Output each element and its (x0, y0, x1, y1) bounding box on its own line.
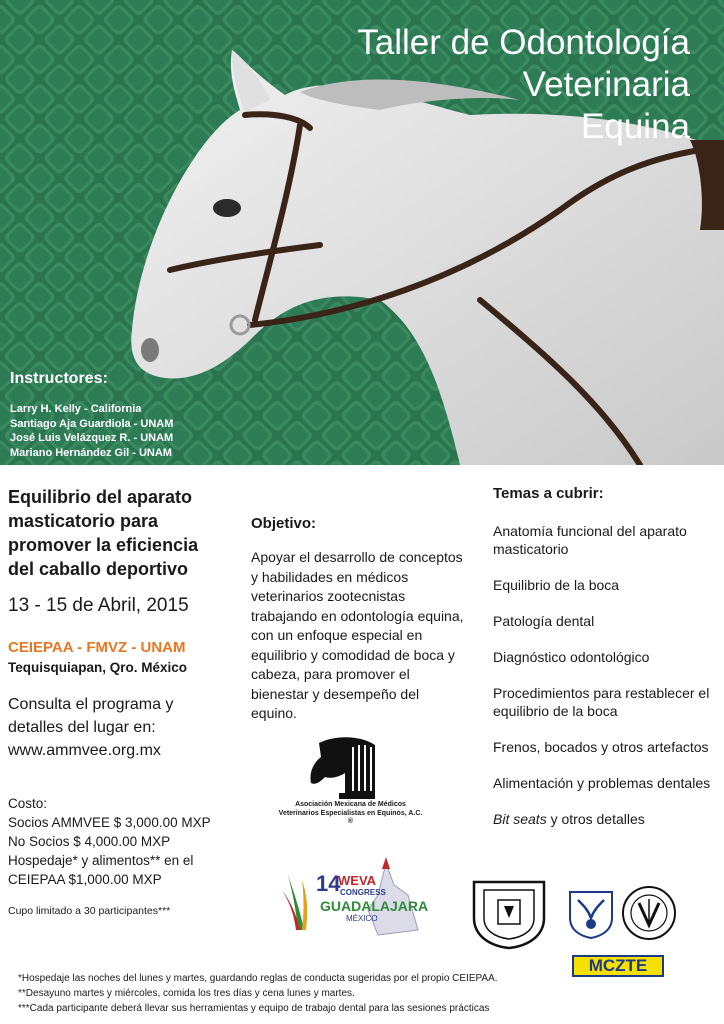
title-line: Equina (581, 107, 690, 146)
objective-column (251, 515, 466, 724)
headline-line: masticatorio para (8, 511, 159, 531)
cost-heading: Costo: (8, 796, 48, 811)
svg-text:MÉXICO: MÉXICO (346, 914, 378, 923)
footnote: ***Cada participante deberá llevar sus herramientas y equipo de trabajo dental para las sesiones prácticas (18, 1003, 490, 1014)
svg-text:CONGRESS: CONGRESS (340, 888, 386, 897)
topics-column (493, 485, 718, 846)
topic-item: Alimentación y problemas dentales (493, 775, 711, 791)
event-info-column (8, 485, 233, 917)
title-line: Taller de Odontología (357, 23, 690, 62)
headline-line: Equilibrio del aparato (8, 487, 193, 507)
topic-item: Frenos, bocados y otros artefactos (493, 739, 709, 755)
topic-item: Patología dental (493, 613, 595, 629)
event-dates: 13 - 15 de Abril, 2015 (8, 595, 189, 616)
mczte-logo: MCZTE (572, 955, 664, 977)
consult-line: Consulta el programa y (8, 696, 174, 713)
website-link[interactable]: www.ammvee.org.mx (8, 742, 161, 759)
consult-line: detalles del lugar en: (8, 719, 156, 736)
objective-heading: Objetivo: (251, 515, 317, 532)
footnotes (18, 971, 498, 1016)
cost-line: No Socios $ 4,000.00 MXP (8, 834, 171, 849)
svg-text:GUADALAJARA: GUADALAJARA (320, 898, 429, 914)
page-title (357, 22, 690, 148)
cost-info (8, 794, 233, 889)
capacity-note: Cupo limitado a 30 participantes*** (8, 905, 171, 917)
unam-seal-icon (566, 888, 616, 945)
topic-item: Procedimientos para restablecer el equilibrio de la boca (493, 685, 710, 719)
topic-rest: y otros detalles (546, 811, 645, 827)
location: Tequisquiapan, Qro. México (8, 660, 188, 675)
svg-text:WEVA: WEVA (338, 873, 377, 888)
footnote: *Hospedaje las noches del lunes y martes, guardando reglas de conducta sugeridas por el propio CEIEPAA. (18, 973, 498, 984)
svg-text:14: 14 (316, 871, 341, 896)
instructor-name: Larry H. Kelly - California (10, 403, 142, 415)
topic-item-last (493, 810, 718, 828)
consult-info (8, 693, 233, 762)
title-line: Veterinaria (522, 65, 690, 104)
cost-line: Socios AMMVEE $ 3,000.00 MXP (8, 815, 211, 830)
fmvz-seal-icon (621, 885, 677, 946)
instructor-name: Santiago Aja Guardiola - UNAM (10, 417, 174, 430)
topics-heading: Temas a cubrir: (493, 485, 604, 502)
headline-line: promover la eficiencia (8, 535, 199, 555)
instructor-name: Mariano Hernández Gil - UNAM (10, 446, 172, 459)
event-headline (8, 485, 233, 581)
headline-line: del caballo deportivo (8, 559, 189, 579)
instructor-name: José Luis Velázquez R. - UNAM (10, 432, 174, 444)
ammvee-horse-logo-icon (305, 733, 385, 806)
topic-item: Anatomía funcional del aparato masticatorio (493, 523, 687, 557)
objective-text: Apoyar el desarrollo de conceptos y habilidades en médicos veterinarios zootecnistas trabajando en odontología equina, con un enfoque especial en equilibrio y comodidad de boca y cabeza, para promover el bienestar y desempeño del equino. (251, 549, 464, 721)
topic-italic: Bit seats (493, 811, 547, 827)
university-seal-icon (470, 878, 548, 955)
footnote: **Desayuno martes y miércoles, comida los tres días y cena lunes y martes. (18, 988, 355, 999)
ammvee-logo-caption: Asociación Mexicana de Médicos Veterinarios Especialistas en Equinos, A.C. ® (278, 801, 423, 825)
instructors-heading: Instructores: (10, 370, 108, 387)
organizer: CEIEPAA - FMVZ - UNAM (8, 639, 186, 656)
weva-congress-logo-icon (268, 855, 433, 945)
topic-item: Equilibrio de la boca (493, 577, 620, 593)
cost-line: CEIEPAA $1,000.00 MXP (8, 872, 162, 887)
topic-item: Diagnóstico odontológico (493, 649, 650, 665)
instructors-panel (10, 370, 173, 460)
cost-line: Hospedaje* y alimentos** en el (8, 853, 194, 868)
